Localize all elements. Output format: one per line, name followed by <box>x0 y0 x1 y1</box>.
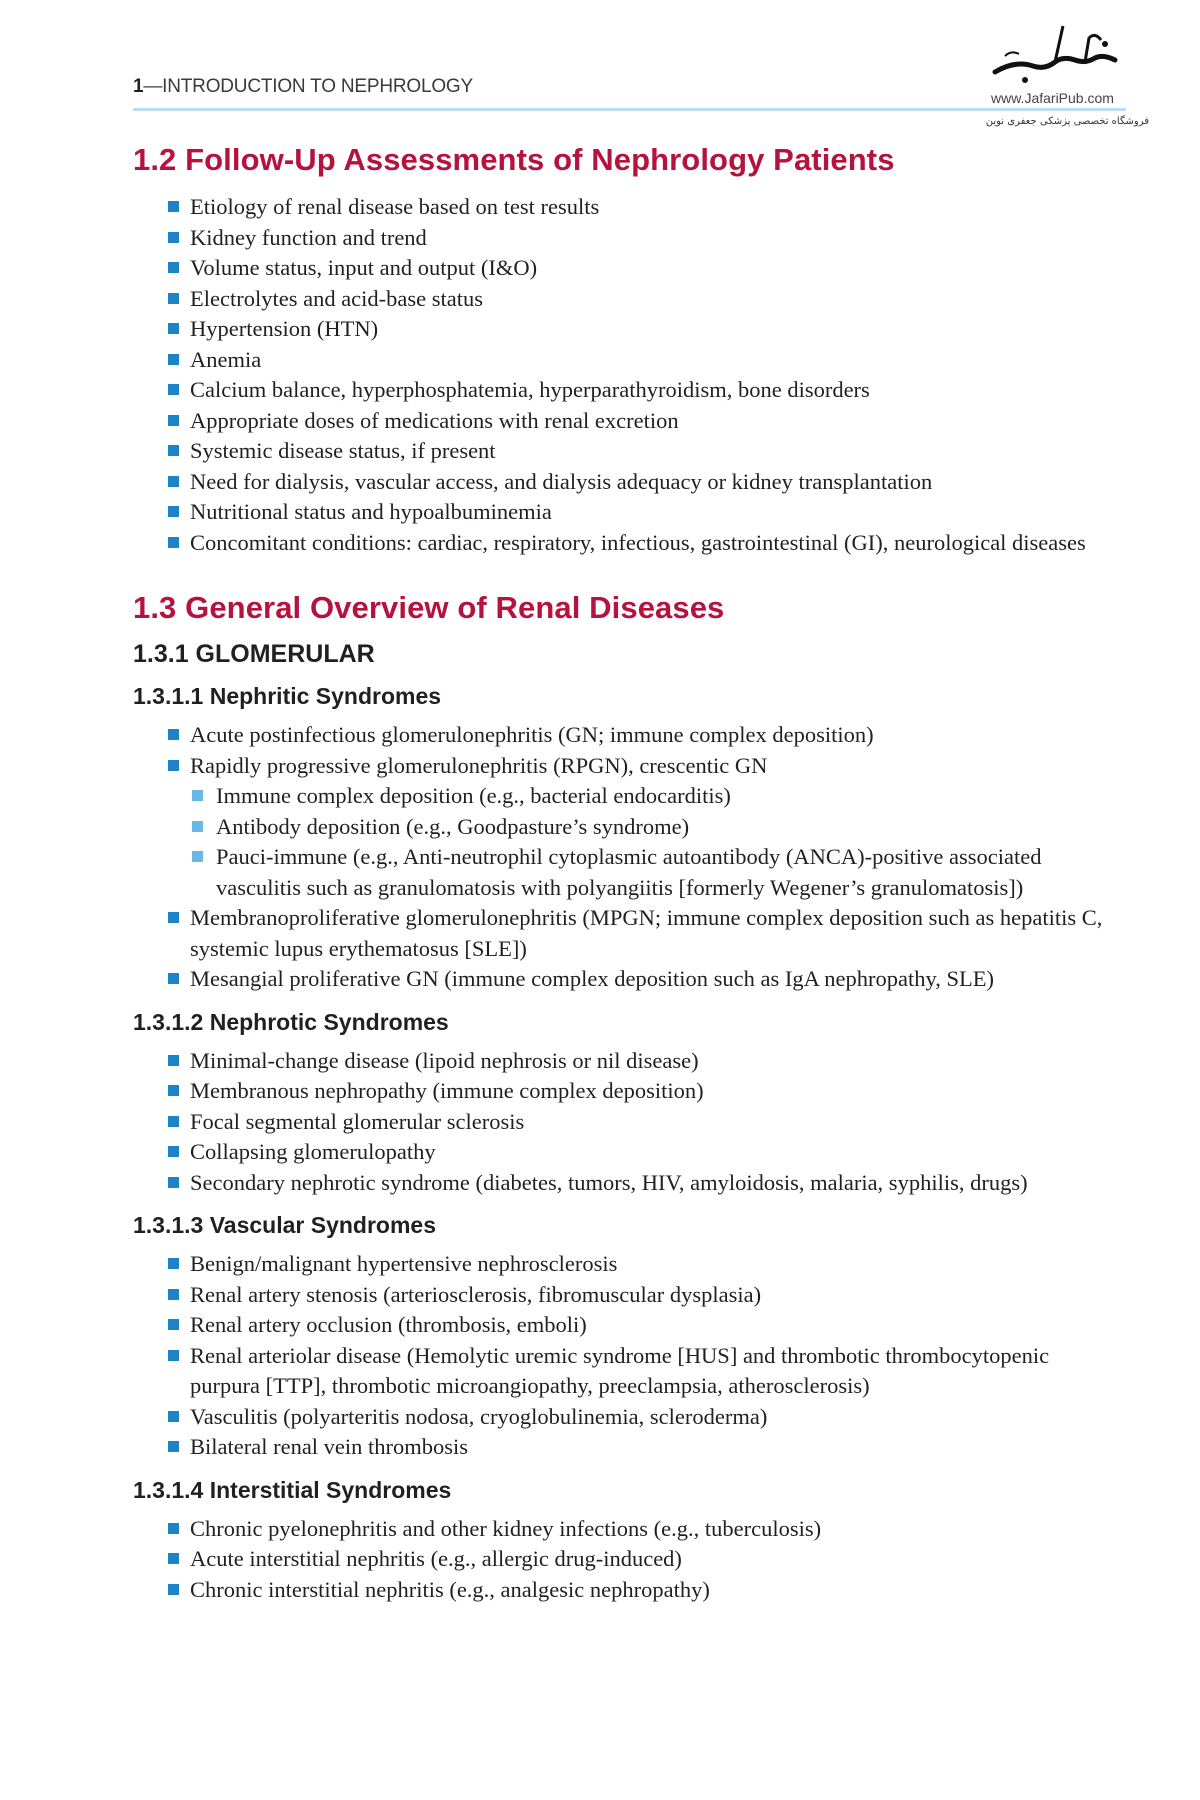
bullet-icon <box>168 1584 179 1595</box>
list-item: Vasculitis (polyarteritis nodosa, cryoglobulinemia, scleroderma) <box>133 1402 1103 1433</box>
list-item: Need for dialysis, vascular access, and dialysis adequacy or kidney transplantation <box>133 467 1103 498</box>
publisher-caption: فروشگاه تخصصی پزشکی جعفری نوین <box>985 116 1149 127</box>
section-1-3 <box>133 590 1103 1605</box>
sub-list-item: Pauci-immune (e.g., Anti-neutrophil cytoplasmic autoantibody (ANCA)-positive associated vasculitis such as granulomatosis with polyangiitis [formerly Wegener’s granulomatosis]) <box>133 842 1103 903</box>
list-item: Volume status, input and output (I&O) <box>133 253 1103 284</box>
section-title: 1.3 General Overview of Renal Diseases <box>133 590 725 625</box>
list-item: Calcium balance, hyperphosphatemia, hyperparathyroidism, bone disorders <box>133 375 1103 406</box>
bullet-icon <box>168 729 179 740</box>
bullet-icon <box>168 415 179 426</box>
list-item: Anemia <box>133 345 1103 376</box>
list-item: Appropriate doses of medications with renal excretion <box>133 406 1103 437</box>
nephritic-block <box>133 683 1103 995</box>
sub-list-item: Immune complex deposition (e.g., bacterial endocarditis) <box>133 781 1103 812</box>
list-item: Membranoproliferative glomerulonephritis (MPGN; immune complex deposition such as hepatitis C, systemic lupus erythematosus [SLE]) <box>133 903 1103 964</box>
bullet-icon <box>168 293 179 304</box>
list-item: Renal artery occlusion (thrombosis, emboli) <box>133 1310 1103 1341</box>
subsubsection-title: 1.3.1.2 Nephrotic Syndromes <box>133 1008 449 1035</box>
bullet-icon <box>168 1085 179 1096</box>
list-item: Systemic disease status, if present <box>133 436 1103 467</box>
list-item: Chronic pyelonephritis and other kidney infections (e.g., tuberculosis) <box>133 1514 1103 1545</box>
bullet-icon <box>168 1350 179 1361</box>
list-item: Acute postinfectious glomerulonephritis (GN; immune complex deposition) <box>133 720 1103 751</box>
vascular-block <box>133 1212 1103 1463</box>
publisher-logo <box>985 20 1185 130</box>
sub-list-item: Antibody deposition (e.g., Goodpasture’s syndrome) <box>133 812 1103 843</box>
list-item: Hypertension (HTN) <box>133 314 1103 345</box>
bullet-icon <box>168 1146 179 1157</box>
bullet-icon <box>168 1553 179 1564</box>
bullet-icon <box>168 912 179 923</box>
section-title: 1.2 Follow-Up Assessments of Nephrology Patients <box>133 142 895 177</box>
sub-bullet-icon <box>192 790 203 801</box>
list-item: Acute interstitial nephritis (e.g., allergic drug-induced) <box>133 1544 1103 1575</box>
list-item: Secondary nephrotic syndrome (diabetes, tumors, HIV, amyloidosis, malaria, syphilis, drugs) <box>133 1168 1103 1199</box>
bullet-icon <box>168 1441 179 1452</box>
publisher-site: www.JafariPub.com <box>991 90 1114 106</box>
bullet-icon <box>168 1523 179 1534</box>
bullet-icon <box>168 232 179 243</box>
bullet-icon <box>168 384 179 395</box>
list-item: Renal artery stenosis (arteriosclerosis, fibromuscular dysplasia) <box>133 1280 1103 1311</box>
list-item: Renal arteriolar disease (Hemolytic uremic syndrome [HUS] and thrombotic thrombocytopenic purpura [TTP], thrombotic microangiopathy, preeclampsia, atherosclerosis) <box>133 1341 1103 1402</box>
list-item: Chronic interstitial nephritis (e.g., analgesic nephropathy) <box>133 1575 1103 1606</box>
bullet-icon <box>168 323 179 334</box>
list-item: Membranous nephropathy (immune complex deposition) <box>133 1076 1103 1107</box>
list-item: Mesangial proliferative GN (immune complex deposition such as IgA nephropathy, SLE) <box>133 964 1103 995</box>
running-head <box>133 76 473 98</box>
list-item: Electrolytes and acid-base status <box>133 284 1103 315</box>
nephrotic-block <box>133 1009 1103 1199</box>
list-item: Rapidly progressive glomerulonephritis (RPGN), crescentic GN <box>133 751 1103 782</box>
bullet-icon <box>168 1289 179 1300</box>
subsubsection-title: 1.3.1.4 Interstitial Syndromes <box>133 1476 452 1503</box>
list-item: Nutritional status and hypoalbuminemia <box>133 497 1103 528</box>
bullet-icon <box>168 1258 179 1269</box>
list-item: Minimal-change disease (lipoid nephrosis or nil disease) <box>133 1046 1103 1077</box>
sub-bullet-icon <box>192 851 203 862</box>
list-item: Kidney function and trend <box>133 223 1103 254</box>
header-rule <box>133 108 1126 111</box>
bullet-icon <box>168 1411 179 1422</box>
subsubsection-title: 1.3.1.1 Nephritic Syndromes <box>133 683 442 709</box>
bullet-icon <box>168 537 179 548</box>
chapter-title: —INTRODUCTION TO NEPHROLOGY <box>143 76 473 97</box>
followup-list <box>133 192 1103 558</box>
calligraphy-logo-icon <box>985 20 1135 92</box>
bullet-icon <box>168 201 179 212</box>
list-item: Concomitant conditions: cardiac, respiratory, infectious, gastrointestinal (GI), neurological diseases <box>133 528 1103 559</box>
chapter-number: 1 <box>133 76 144 97</box>
bullet-icon <box>168 1177 179 1188</box>
list-item: Bilateral renal vein thrombosis <box>133 1432 1103 1463</box>
list-item: Etiology of renal disease based on test results <box>133 192 1103 223</box>
vascular-list <box>133 1249 1103 1463</box>
subsection-title: 1.3.1 GLOMERULAR <box>133 640 375 668</box>
interstitial-list <box>133 1514 1103 1606</box>
sub-bullet-icon <box>192 821 203 832</box>
bullet-icon <box>168 1116 179 1127</box>
interstitial-block <box>133 1477 1103 1606</box>
bullet-icon <box>168 476 179 487</box>
list-item: Focal segmental glomerular sclerosis <box>133 1107 1103 1138</box>
bullet-icon <box>168 760 179 771</box>
bullet-icon <box>168 973 179 984</box>
bullet-icon <box>168 506 179 517</box>
nephritic-list <box>133 720 1103 995</box>
page-content <box>133 142 1103 1619</box>
bullet-icon <box>168 262 179 273</box>
bullet-icon <box>168 1055 179 1066</box>
bullet-icon <box>168 354 179 365</box>
list-item: Benign/malignant hypertensive nephrosclerosis <box>133 1249 1103 1280</box>
section-1-2 <box>133 142 1103 558</box>
subsubsection-title: 1.3.1.3 Vascular Syndromes <box>133 1212 437 1238</box>
list-item: Collapsing glomerulopathy <box>133 1137 1103 1168</box>
nephrotic-list <box>133 1046 1103 1199</box>
bullet-icon <box>168 1319 179 1330</box>
bullet-icon <box>168 445 179 456</box>
